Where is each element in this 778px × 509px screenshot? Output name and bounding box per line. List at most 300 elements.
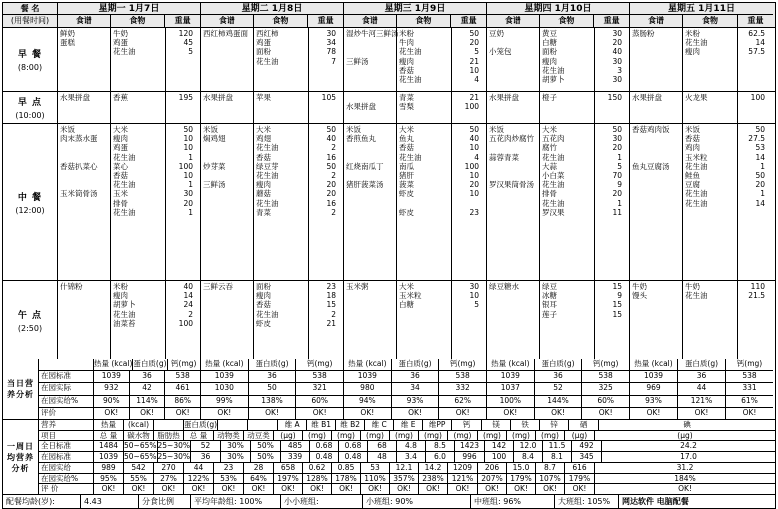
day-title: 星期五 1月11日 bbox=[630, 3, 773, 15]
weekly-cell: 345 bbox=[572, 452, 602, 462]
weekly-cell: 动豆类 bbox=[244, 431, 274, 441]
daily-value: 969 bbox=[630, 383, 678, 394]
daily-value-row bbox=[201, 396, 343, 408]
weekly-cell: 12.0 bbox=[514, 441, 543, 451]
weight-list bbox=[309, 124, 338, 280]
food-name: 火龙果 bbox=[685, 93, 708, 102]
weekly-cell: (kcal) bbox=[124, 420, 154, 430]
food-weight: 3 bbox=[617, 65, 622, 75]
daily-head: 蛋白质(g) bbox=[535, 359, 583, 370]
weekly-cell: 50% bbox=[251, 452, 281, 462]
food-weight: 2 bbox=[331, 309, 336, 319]
daily-row-label-row bbox=[39, 396, 93, 408]
weekly-cell: 0.48 bbox=[339, 452, 368, 462]
daily-value-row bbox=[201, 383, 343, 395]
weekly-cell: 179% bbox=[507, 474, 536, 484]
food-name: 牛奶 bbox=[685, 282, 700, 291]
weekly-cell: 28 bbox=[244, 463, 274, 473]
weekly-cell: 989 bbox=[94, 463, 124, 473]
food-weight: 150 bbox=[607, 93, 622, 102]
daily-value: OK! bbox=[535, 408, 583, 419]
daily-value: 538 bbox=[175, 371, 190, 381]
dish-list bbox=[58, 92, 111, 123]
weight-col-head: 重量 bbox=[460, 16, 477, 25]
daily-value: 980 bbox=[344, 383, 392, 394]
food-name: 菠菜 bbox=[399, 180, 414, 190]
weekly-cell: 15.0 bbox=[507, 463, 536, 473]
dish-name: 玉米筒骨汤 bbox=[60, 189, 98, 199]
food-name: 油菜苔 bbox=[113, 318, 136, 328]
meal-label bbox=[3, 281, 58, 359]
daily-value: 1039 bbox=[487, 371, 535, 382]
weekly-head-row bbox=[39, 431, 775, 442]
food-weight bbox=[454, 199, 479, 208]
weekly-cell: (μg) bbox=[274, 431, 303, 441]
day-header-4 bbox=[630, 3, 773, 27]
food-weight: 30 bbox=[612, 134, 622, 144]
food-name: 香菇 bbox=[113, 170, 128, 180]
food-name: 花生油 bbox=[685, 189, 708, 199]
food-weight: 15 bbox=[326, 300, 336, 310]
food-name: 冰糖 bbox=[542, 291, 557, 301]
food-list bbox=[397, 281, 452, 359]
meal-day-cell bbox=[58, 281, 201, 359]
food-weight: 100 bbox=[178, 161, 193, 171]
daily-value-row bbox=[630, 371, 773, 383]
food-name: 大米 bbox=[113, 125, 128, 134]
weekly-cell: 53% bbox=[214, 474, 244, 484]
weekly-cell: 8.5 bbox=[426, 441, 455, 451]
weekly-table bbox=[39, 420, 775, 494]
dish-list bbox=[201, 92, 254, 123]
dish-name bbox=[346, 38, 394, 47]
dish-name: 炒芽菜 bbox=[203, 161, 226, 171]
dish-name: 蒜蓉青菜 bbox=[489, 152, 519, 162]
daily-value-row bbox=[201, 408, 343, 419]
dish-list bbox=[630, 92, 683, 123]
daily-head-row bbox=[630, 359, 773, 371]
dish-name bbox=[489, 38, 537, 47]
weekly-cell: 50% bbox=[251, 441, 281, 451]
daily-value: 138% bbox=[249, 396, 297, 407]
food-weight: 14 bbox=[183, 291, 193, 301]
dish-list bbox=[487, 281, 540, 359]
weight-list bbox=[166, 281, 195, 359]
food-name: 青菜 bbox=[256, 207, 271, 217]
food-name: 花生油 bbox=[113, 207, 136, 217]
food-weight: 21 bbox=[326, 318, 336, 328]
food-weight: 40 bbox=[612, 47, 622, 57]
daily-value: 34 bbox=[392, 383, 440, 394]
food-name: 瘦肉 bbox=[399, 56, 414, 66]
daily-value-row bbox=[94, 396, 200, 408]
weekly-cell: 0.48 bbox=[310, 452, 339, 462]
daily-analysis-row bbox=[3, 359, 775, 420]
food-weight: 100 bbox=[464, 161, 479, 171]
meal-time: (8:00) bbox=[17, 63, 43, 72]
daily-value-row bbox=[344, 383, 486, 395]
food-name: 大蒜 bbox=[542, 161, 557, 171]
food-weight: 1 bbox=[617, 198, 622, 208]
daily-value: 1039 bbox=[630, 371, 678, 382]
food-list bbox=[111, 92, 166, 123]
dish-name bbox=[632, 153, 680, 162]
footer-ratio-label: 分食比例 bbox=[139, 495, 191, 508]
daily-value: 932 bbox=[94, 383, 130, 394]
dish-col-head: 食谱 bbox=[201, 15, 254, 27]
meal-day-cell bbox=[344, 124, 487, 280]
daily-value: OK! bbox=[630, 408, 678, 419]
weekly-cell: 3.4 bbox=[397, 452, 426, 462]
weekly-cell: (mg) bbox=[419, 431, 448, 441]
food-weight: 2 bbox=[331, 207, 336, 217]
dish-name bbox=[489, 162, 537, 171]
day-subheader bbox=[201, 15, 343, 27]
daily-value: 52 bbox=[535, 383, 583, 394]
daily-row-labels bbox=[39, 359, 94, 419]
food-weight: 9 bbox=[617, 291, 622, 301]
meal-row bbox=[3, 124, 775, 281]
food-name: 大米 bbox=[542, 125, 557, 134]
daily-value: 538 bbox=[455, 371, 470, 381]
day-title: 星期一 1月7日 bbox=[58, 3, 200, 15]
food-name: 面粉 bbox=[256, 47, 271, 57]
weekly-cell: OK! bbox=[507, 484, 536, 494]
dish-list bbox=[201, 281, 254, 359]
food-weight: 14 bbox=[755, 38, 765, 48]
food-name: 银耳 bbox=[542, 300, 557, 310]
food-list bbox=[111, 281, 166, 359]
weekly-cell: 在园标准 bbox=[39, 452, 94, 462]
day-header-2 bbox=[344, 3, 487, 27]
weekly-cell bbox=[154, 420, 184, 430]
food-weight: 10 bbox=[183, 134, 193, 144]
weekly-cell: 4.8 bbox=[397, 441, 426, 451]
weight-list bbox=[452, 92, 481, 123]
food-name: 花生油 bbox=[113, 180, 136, 190]
dish-name: 米饭 bbox=[60, 125, 75, 134]
dish-list bbox=[630, 281, 683, 359]
weight-list bbox=[452, 281, 481, 359]
food-name: 米粉 bbox=[685, 29, 700, 38]
weekly-cell: 1209 bbox=[448, 463, 478, 473]
daily-value: 42 bbox=[130, 383, 166, 394]
weekly-head-row bbox=[39, 420, 775, 431]
weekly-cell: OK! bbox=[448, 484, 478, 494]
footer-small: 小小班组: bbox=[281, 495, 363, 508]
food-name: 瘦肉 bbox=[113, 291, 128, 301]
food-name: 虾皮 bbox=[399, 189, 414, 199]
food-name: 面粉 bbox=[256, 282, 271, 291]
meal-day-cell bbox=[58, 124, 201, 280]
weekly-cell: 全日标准 bbox=[39, 441, 94, 451]
food-weight: 5 bbox=[474, 47, 479, 57]
dish-name: 红烧南瓜丁 bbox=[346, 161, 384, 171]
food-weight: 15 bbox=[612, 300, 622, 310]
daily-value: 114% bbox=[130, 396, 166, 407]
footer-xiao: 小班组: 90% bbox=[363, 495, 471, 508]
weekly-cell: 0.68 bbox=[310, 441, 339, 451]
food-name: 豆腐 bbox=[685, 180, 700, 190]
food-col-head: 食物 bbox=[683, 15, 738, 27]
daily-row-label-row bbox=[39, 383, 93, 395]
daily-row-label-row bbox=[39, 408, 93, 419]
food-list bbox=[111, 124, 166, 280]
weight-list bbox=[452, 124, 481, 280]
dish-name bbox=[60, 171, 108, 180]
food-list bbox=[683, 281, 738, 359]
daily-head: 钙(mg) bbox=[736, 359, 763, 368]
daily-value: OK! bbox=[201, 408, 249, 419]
dish-name bbox=[203, 153, 251, 162]
food-weight: 195 bbox=[178, 93, 193, 102]
weight-list bbox=[595, 124, 624, 280]
meal-day-cell bbox=[344, 281, 487, 359]
food-weight: 15 bbox=[612, 309, 622, 319]
food-name: 米粉 bbox=[399, 29, 414, 38]
weekly-cell: 996 bbox=[455, 452, 485, 462]
food-weight: 20 bbox=[326, 180, 336, 190]
food-name: 面粉 bbox=[542, 47, 557, 57]
weekly-cell: 碳水物 bbox=[124, 431, 154, 441]
daily-values bbox=[487, 359, 629, 419]
food-weight: 16 bbox=[326, 152, 336, 162]
dish-col-head: 食谱 bbox=[487, 15, 540, 27]
daily-value: 50 bbox=[249, 383, 297, 394]
meal-day-cell bbox=[201, 281, 344, 359]
daily-value: 538 bbox=[312, 371, 327, 381]
weekly-cell: 238% bbox=[419, 474, 448, 484]
food-name: 雪梨 bbox=[399, 102, 414, 112]
food-weight: 34 bbox=[326, 38, 336, 48]
weekly-cell: 206 bbox=[478, 463, 507, 473]
weight-list bbox=[309, 28, 338, 91]
weekly-cell: (mg) bbox=[536, 431, 565, 441]
food-name: 西红柿 bbox=[256, 29, 279, 38]
food-name: 鱼丸 bbox=[399, 134, 414, 144]
weekly-cell: OK! bbox=[184, 484, 214, 494]
food-name: 花生油 bbox=[256, 309, 279, 319]
daily-values bbox=[94, 359, 200, 419]
meal-day-cell bbox=[344, 28, 487, 91]
food-name: 黄豆 bbox=[542, 29, 557, 38]
day-title: 星期四 1月10日 bbox=[487, 3, 629, 15]
food-weight: 20 bbox=[326, 189, 336, 199]
food-name: 排骨 bbox=[542, 189, 557, 199]
daily-value: 86% bbox=[174, 395, 192, 405]
weekly-cell: OK! bbox=[419, 484, 448, 494]
food-name bbox=[399, 199, 449, 208]
weekly-cell: 1484 bbox=[94, 441, 124, 451]
meal-row bbox=[3, 28, 775, 92]
daily-label: 当日营养分析 bbox=[3, 359, 39, 419]
weekly-cell: 14.2 bbox=[419, 463, 448, 473]
dish-list bbox=[630, 124, 683, 280]
weekly-cell bbox=[248, 420, 278, 430]
food-name: 猪肝 bbox=[399, 170, 414, 180]
food-name: 花生油 bbox=[399, 74, 422, 84]
food-weight: 1 bbox=[188, 207, 193, 217]
food-weight: 40 bbox=[183, 282, 193, 291]
daily-value-row bbox=[487, 383, 629, 395]
weekly-cell: 25~30% bbox=[157, 441, 190, 451]
weekly-cell: OK! bbox=[390, 484, 419, 494]
food-weight: 105 bbox=[321, 93, 336, 102]
meal-day-cell bbox=[58, 92, 201, 123]
dish-name: 五花肉炒腐竹 bbox=[489, 134, 534, 144]
daily-row-label bbox=[39, 359, 93, 370]
food-weight: 1 bbox=[617, 152, 622, 162]
weekly-cell: 100 bbox=[485, 452, 514, 462]
meal-name: 午 点 bbox=[17, 310, 43, 321]
food-name: 白糖 bbox=[399, 300, 414, 310]
footer-brand: 网达软件 电脑配餐 bbox=[622, 497, 689, 506]
food-weight: 21 bbox=[469, 93, 479, 102]
weekly-cell: 50~65% bbox=[124, 441, 157, 451]
dish-name bbox=[60, 153, 108, 162]
daily-day-cell bbox=[487, 359, 630, 419]
daily-value: OK! bbox=[455, 407, 470, 417]
daily-values bbox=[344, 359, 486, 419]
daily-value: 1039 bbox=[201, 371, 249, 382]
food-name: 鸡肉 bbox=[685, 143, 700, 153]
food-name: 大米 bbox=[399, 125, 414, 134]
weekly-cell: OK! bbox=[565, 484, 595, 494]
food-weight: 30 bbox=[326, 29, 336, 38]
food-weight: 21 bbox=[469, 56, 479, 66]
daily-value: 62% bbox=[454, 395, 472, 405]
dish-name bbox=[489, 171, 537, 180]
food-name: 花生油 bbox=[542, 152, 565, 162]
weekly-cell: 52 bbox=[191, 441, 221, 451]
dish-name bbox=[60, 143, 108, 152]
food-weight: 30 bbox=[469, 282, 479, 291]
food-weight: 50 bbox=[755, 170, 765, 180]
food-col-head: 食物 bbox=[540, 15, 595, 27]
daily-value: OK! bbox=[392, 408, 440, 419]
weekly-cell: 蛋白质(g) bbox=[184, 420, 218, 429]
daily-row-label: 评价 bbox=[41, 407, 56, 417]
food-weight: 10 bbox=[469, 143, 479, 153]
food-weight: 5 bbox=[474, 300, 479, 310]
weekly-cell: 8.1 bbox=[543, 452, 572, 462]
daily-value-row bbox=[344, 371, 486, 383]
dish-list bbox=[487, 92, 540, 123]
dish-name: 罗汉果筒骨汤 bbox=[489, 180, 534, 190]
day-header-3 bbox=[487, 3, 630, 27]
food-weight: 100 bbox=[750, 93, 765, 102]
food-name: 牛肉 bbox=[399, 38, 414, 48]
daily-value: 93% bbox=[392, 396, 440, 407]
daily-value: 332 bbox=[455, 383, 470, 393]
weight-list bbox=[166, 28, 195, 91]
dish-name bbox=[346, 93, 394, 102]
footer-avg-ratio: 平均年龄组: 100% bbox=[191, 495, 281, 508]
daily-value: 99% bbox=[201, 396, 249, 407]
daily-value-row bbox=[487, 408, 629, 419]
weekly-cell: 在园实给% bbox=[39, 474, 94, 484]
weekly-cell bbox=[218, 420, 248, 430]
meal-label bbox=[3, 28, 58, 91]
weight-list bbox=[738, 124, 767, 280]
dish-name: 米饭 bbox=[489, 125, 504, 134]
dish-list bbox=[58, 124, 111, 280]
food-weight: 30 bbox=[612, 56, 622, 66]
weekly-cell: 12.1 bbox=[390, 463, 419, 473]
dish-name: 馒头 bbox=[632, 291, 647, 301]
meal-name: 早 餐 bbox=[17, 50, 43, 60]
food-weight: 1 bbox=[188, 180, 193, 190]
food-weight: 20 bbox=[469, 38, 479, 48]
food-weight: 7 bbox=[331, 56, 336, 66]
weekly-cell: (mg) bbox=[390, 431, 419, 441]
daily-value: 60% bbox=[311, 395, 329, 405]
food-weight: 5 bbox=[188, 47, 193, 57]
daily-head-row bbox=[201, 359, 343, 371]
daily-head: 蛋白质(g) bbox=[392, 359, 440, 370]
dish-name: 香煎鱼丸 bbox=[346, 134, 376, 144]
food-name: 香菇 bbox=[256, 300, 271, 310]
food-col-head: 食物 bbox=[397, 15, 452, 27]
dish-name: 鱼丸豆腐汤 bbox=[632, 161, 670, 171]
daily-value: 36 bbox=[249, 371, 297, 382]
daily-value-row bbox=[94, 371, 200, 383]
food-weight: 70 bbox=[612, 170, 622, 180]
weekly-cell: 142 bbox=[485, 441, 514, 451]
food-weight: 10 bbox=[469, 189, 479, 199]
daily-value: OK! bbox=[130, 408, 166, 419]
weekly-analysis-row bbox=[3, 420, 775, 495]
daily-head: 热量 (kcal) bbox=[630, 359, 678, 370]
food-name: 瘦肉 bbox=[542, 56, 557, 66]
daily-value: 538 bbox=[598, 371, 613, 381]
dish-list bbox=[201, 124, 254, 280]
daily-value: 1037 bbox=[487, 383, 535, 394]
food-list bbox=[254, 281, 309, 359]
daily-head: 热量 (kcal) bbox=[344, 359, 392, 370]
dish-name: 三鲜汤 bbox=[346, 56, 369, 66]
food-name: 鸡翅 bbox=[256, 134, 271, 144]
meal-time: (10:00) bbox=[15, 111, 45, 120]
food-name: 花生油 bbox=[542, 65, 565, 75]
day-headers bbox=[58, 3, 775, 27]
meal-day-cell bbox=[201, 92, 344, 123]
daily-value: 94% bbox=[344, 396, 392, 407]
weekly-cell: 64% bbox=[244, 474, 274, 484]
meal-time: (2:50) bbox=[17, 323, 43, 333]
food-name: 花生油 bbox=[399, 152, 422, 162]
weekly-cell: OK! bbox=[154, 484, 184, 494]
food-name: 鸡蛋 bbox=[113, 143, 128, 153]
daily-head: 热量 (kcal) bbox=[94, 359, 133, 370]
meal-name: 早 点 bbox=[17, 98, 43, 108]
food-col-head: 食物 bbox=[111, 15, 166, 27]
weekly-value-row bbox=[39, 452, 775, 463]
daily-head: 钙(mg) bbox=[171, 359, 197, 368]
food-weight: 30 bbox=[612, 29, 622, 38]
daily-row-label: 在园实给% bbox=[41, 395, 79, 405]
food-name: 花生油 bbox=[542, 180, 565, 190]
food-list bbox=[683, 28, 738, 91]
weekly-cell: 68 bbox=[368, 441, 397, 451]
weekly-cell: 184% bbox=[674, 473, 696, 483]
food-weight: 14 bbox=[755, 198, 765, 208]
meal-row bbox=[3, 92, 775, 124]
daily-value: OK! bbox=[94, 408, 130, 419]
weight-col-head: 重量 bbox=[174, 16, 191, 25]
food-col-head: 食物 bbox=[254, 15, 309, 27]
weekly-cell: 维 A bbox=[278, 420, 307, 430]
